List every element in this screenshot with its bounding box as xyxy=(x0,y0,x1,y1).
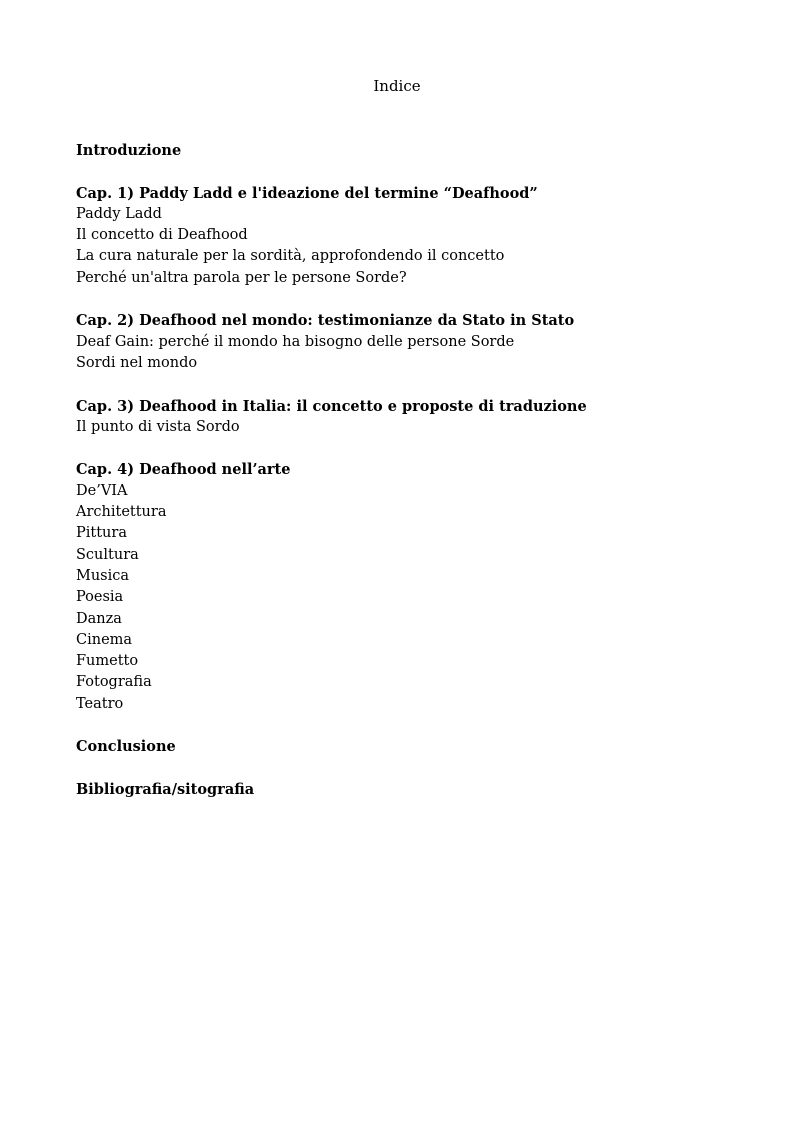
chapter-1-item-4: Perché un'altra parola per le persone Sorde? xyxy=(76,269,407,286)
spacer xyxy=(76,438,716,459)
chapter-4-item-5: Musica xyxy=(76,567,130,584)
chapter-3-heading: Cap. 3) Deafhood in Italia: il concetto e proposte di traduzione xyxy=(76,397,587,415)
chapter-4-heading: Cap. 4) Deafhood nell’arte xyxy=(76,461,291,479)
spacer xyxy=(76,715,716,736)
chapter-4-item-6: Poesia xyxy=(76,589,124,606)
conclusion-heading: Conclusione xyxy=(76,738,176,756)
chapter-4-section xyxy=(76,459,716,715)
chapter-2-heading: Cap. 2) Deafhood nel mondo: testimonianze da Stato in Stato xyxy=(76,312,575,330)
chapter-3-section xyxy=(76,396,716,439)
introduction-heading: Introduzione xyxy=(76,142,182,159)
chapter-4-item-4: Scultura xyxy=(76,546,139,563)
chapter-1-item-1: Paddy Ladd xyxy=(76,205,162,222)
chapter-1-section xyxy=(76,183,716,289)
chapter-4-item-8: Cinema xyxy=(76,631,133,648)
chapter-2-item-1: Deaf Gain: perché il mondo ha bisogno delle persone Sorde xyxy=(76,333,515,350)
chapter-1-item-3: La cura naturale per la sordità, approfondendo il concetto xyxy=(76,248,505,265)
chapter-2-item-2: Sordi nel mondo xyxy=(76,354,198,371)
chapter-4-item-9: Fumetto xyxy=(76,653,139,670)
chapter-4-item-11: Teatro xyxy=(76,695,124,712)
spacer xyxy=(76,758,716,779)
table-of-contents xyxy=(76,140,716,800)
chapter-1-item-2: Il concetto di Deafhood xyxy=(76,227,248,244)
spacer xyxy=(76,289,716,310)
chapter-4-item-7: Danza xyxy=(76,610,122,627)
spacer xyxy=(76,374,716,395)
chapter-1-heading: Cap. 1) Paddy Ladd e l'ideazione del termine “Deafhood” xyxy=(76,184,538,202)
chapter-4-item-1: De’VIA xyxy=(76,482,128,499)
bibliography-heading: Bibliografia/sitografia xyxy=(76,780,255,798)
chapter-4-item-3: Pittura xyxy=(76,525,127,542)
chapter-4-item-10: Fotografia xyxy=(76,674,152,691)
spacer xyxy=(76,161,716,182)
chapter-4-item-2: Architettura xyxy=(76,504,167,521)
page-title: Indice xyxy=(373,77,421,95)
chapter-3-item-1: Il punto di vista Sordo xyxy=(76,418,240,435)
chapter-2-section xyxy=(76,310,716,374)
